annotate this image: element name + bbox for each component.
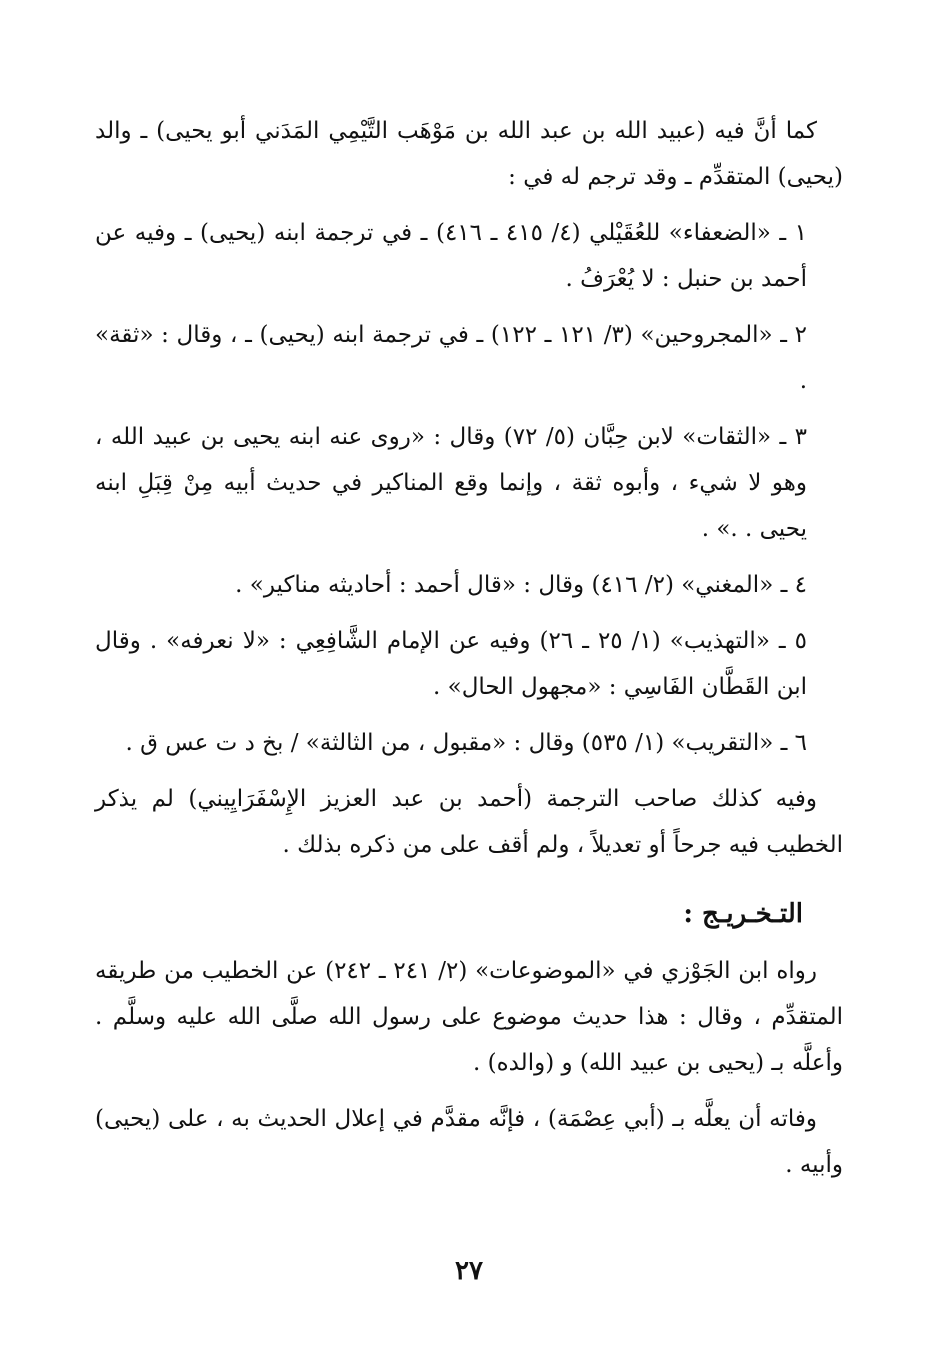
source-item-2: ٢ ـ «المجروحين» (٣/ ١٢١ ـ ١٢٢) ـ في ترجمة ابنه (يحيى) ـ ، وقال : «ثقة» . [95, 322, 808, 394]
section-heading: التـخـريـج : [683, 899, 803, 929]
takhrij-paragraph-2: وفاته أن يعلَّه بـ (أبي عِصْمَة) ، فإنَّه مقدَّم في إعلال الحديث به ، على (يحيى) وأبيه . [95, 1106, 843, 1178]
source-item-4: ٤ ـ «المغني» (٢/ ٤١٦) وقال : «قال أحمد : أحاديثه مناكير» . [235, 572, 807, 598]
source-item-6: ٦ ـ «التقريب» (١/ ٥٣٥) وقال : «مقبول ، من الثالثة» / بخ د ت عس ق . [125, 730, 807, 756]
intro-paragraph: كما أنَّ فيه (عبيد الله بن عبد الله بن مَوْهَب التَّيْمِي المَدَني أبو يحيى) ـ والد (يحيى) المتقدِّم ـ وقد ترجم له في : [95, 118, 843, 190]
page-body [95, 108, 843, 1198]
page-number: ٢٧ [455, 1256, 483, 1286]
source-item-3: ٣ ـ «الثقات» لابن حِبَّان (٥/ ٧٢) وقال : «روى عنه ابنه يحيى بن عبيد الله ، وهو لا شيء ، وأبوه ثقة ، وإنما وقع المناكير في حديث أبيه مِنْ قِبَلِ ابنه يحيى . .» . [95, 424, 807, 542]
note-paragraph: وفيه كذلك صاحب الترجمة (أحمد بن عبد العزيز الإِسْفَرَايِيني) لم يذكر الخطيب فيه جرحاً أو تعديلاً ، ولم أقف على من ذكره بذلك . [95, 786, 843, 858]
takhrij-paragraph-1: رواه ابن الجَوْزي في «الموضوعات» (٢/ ٢٤١ ـ ٢٤٢) عن الخطيب من طريقه المتقدِّم ، وقال : هذا حديث موضوع على رسول الله صلَّى الله عليه وسلَّم . وأعلَّه بـ (يحيى بن عبيد الله) و (والده) . [95, 958, 843, 1076]
source-item-1: ١ ـ «الضعفاء» للعُقَيْلي (٤/ ٤١٥ ـ ٤١٦) ـ في ترجمة ابنه (يحيى) ـ وفيه عن أحمد بن حنبل : لا يُعْرَفُ . [95, 220, 807, 292]
source-item-5: ٥ ـ «التهذيب» (١/ ٢٥ ـ ٢٦) وفيه عن الإمام الشَّافِعِي : «لا نعرفه» . وقال ابن القَطَّان الفَاسِي : «مجهول الحال» . [95, 628, 807, 700]
